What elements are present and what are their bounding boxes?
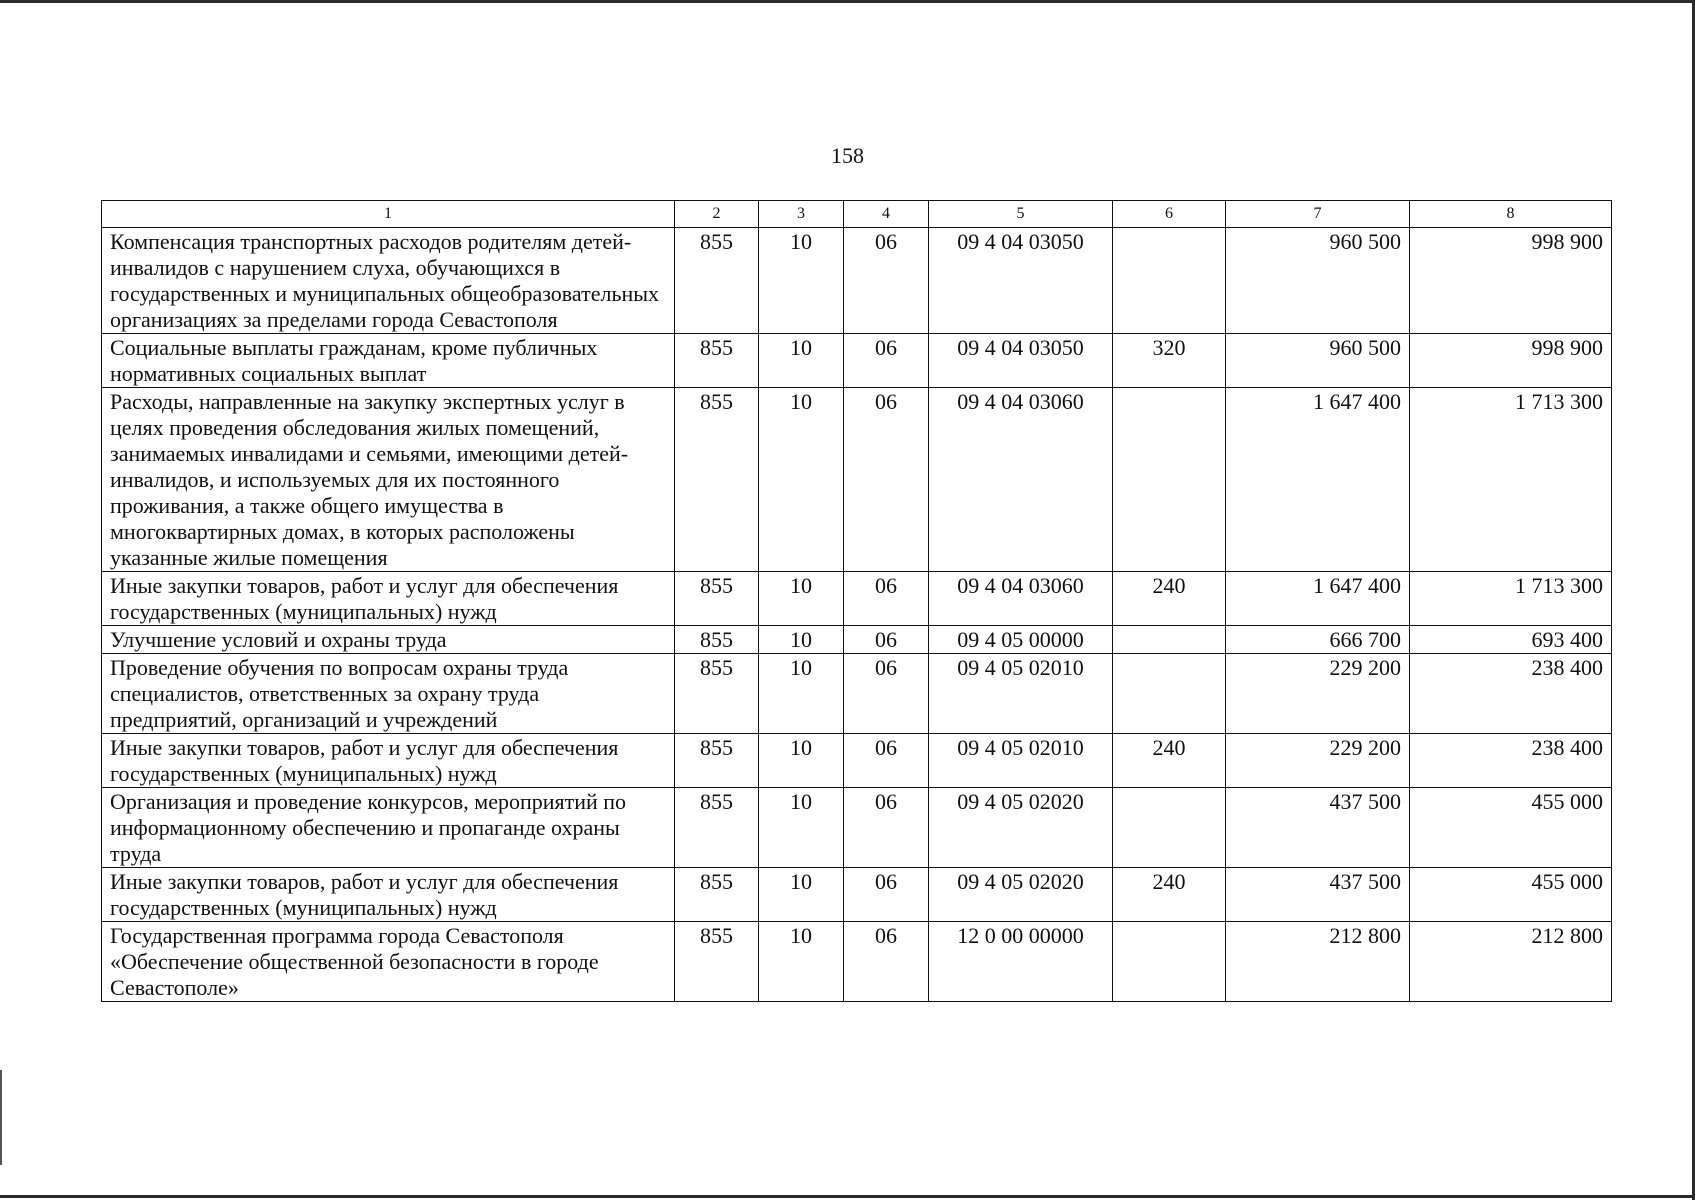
section-code: 10 [759,922,844,1002]
amount-col7: 437 500 [1226,868,1410,922]
table-row [102,654,1612,734]
ministry-code: 855 [675,788,759,868]
section-code: 10 [759,654,844,734]
amount-col7: 1 647 400 [1226,572,1410,626]
ministry-code: 855 [675,922,759,1002]
row-description: Государственная программа города Севастополя «Обеспечение общественной безопасности в городе Севастополе» [102,922,675,1002]
section-code: 10 [759,334,844,388]
section-code: 10 [759,228,844,334]
page-number: 158 [831,143,864,168]
column-header: 1 [102,201,675,228]
target-code: 09 4 05 02020 [929,788,1113,868]
column-header: 2 [675,201,759,228]
ministry-code: 855 [675,734,759,788]
expense-type-code: 240 [1113,572,1226,626]
subsection-code: 06 [844,868,929,922]
amount-col7: 229 200 [1226,734,1410,788]
target-code: 09 4 05 02020 [929,868,1113,922]
table-row [102,734,1612,788]
table-row [102,788,1612,868]
table-row [102,868,1612,922]
row-description: Улучшение условий и охраны труда [102,626,675,654]
section-code: 10 [759,734,844,788]
ministry-code: 855 [675,228,759,334]
section-code: 10 [759,868,844,922]
column-header: 6 [1113,201,1226,228]
subsection-code: 06 [844,334,929,388]
amount-col7: 229 200 [1226,654,1410,734]
expense-type-code [1113,922,1226,1002]
amount-col8: 998 900 [1410,334,1612,388]
amount-col7: 437 500 [1226,788,1410,868]
table-row [102,626,1612,654]
table-row [102,334,1612,388]
amount-col7: 666 700 [1226,626,1410,654]
expense-type-code [1113,788,1226,868]
scan-edge-top [0,0,1695,3]
header-row [102,201,1612,228]
expense-type-code: 240 [1113,734,1226,788]
row-description: Иные закупки товаров, работ и услуг для обеспечения государственных (муниципальных) нужд [102,734,675,788]
row-description: Иные закупки товаров, работ и услуг для обеспечения государственных (муниципальных) нужд [102,572,675,626]
target-code: 12 0 00 00000 [929,922,1113,1002]
target-code: 09 4 05 00000 [929,626,1113,654]
target-code: 09 4 04 03050 [929,228,1113,334]
subsection-code: 06 [844,572,929,626]
column-header: 8 [1410,201,1612,228]
amount-col8: 238 400 [1410,734,1612,788]
column-header: 4 [844,201,929,228]
table-row [102,388,1612,572]
table-row [102,228,1612,334]
budget-table [101,200,1612,1002]
target-code: 09 4 04 03060 [929,388,1113,572]
subsection-code: 06 [844,626,929,654]
subsection-code: 06 [844,734,929,788]
amount-col8: 455 000 [1410,788,1612,868]
section-code: 10 [759,388,844,572]
row-description: Расходы, направленные на закупку экспертных услуг в целях проведения обследования жилых помещений, занимаемых инвалидами и семьями, имеющими детей-инвалидов, и используемых для их постоянного проживания, а также общего имущества в многоквартирных домах, в которых расположены указанные жилые помещения [102,388,675,572]
amount-col8: 455 000 [1410,868,1612,922]
subsection-code: 06 [844,788,929,868]
amount-col8: 212 800 [1410,922,1612,1002]
expense-type-code [1113,388,1226,572]
target-code: 09 4 04 03060 [929,572,1113,626]
amount-col7: 212 800 [1226,922,1410,1002]
target-code: 09 4 04 03050 [929,334,1113,388]
section-code: 10 [759,626,844,654]
column-header: 7 [1226,201,1410,228]
ministry-code: 855 [675,388,759,572]
column-header: 5 [929,201,1113,228]
amount-col8: 998 900 [1410,228,1612,334]
amount-col8: 238 400 [1410,654,1612,734]
ministry-code: 855 [675,626,759,654]
subsection-code: 06 [844,654,929,734]
scan-edge-bottom [0,1195,1695,1198]
subsection-code: 06 [844,228,929,334]
table-row [102,572,1612,626]
expense-type-code [1113,626,1226,654]
row-description: Компенсация транспортных расходов родителям детей-инвалидов с нарушением слуха, обучающихся в государственных и муниципальных общеобразовательных организациях за пределами города Севастополя [102,228,675,334]
amount-col8: 1 713 300 [1410,388,1612,572]
section-code: 10 [759,572,844,626]
expense-type-code: 240 [1113,868,1226,922]
row-description: Иные закупки товаров, работ и услуг для обеспечения государственных (муниципальных) нужд [102,868,675,922]
subsection-code: 06 [844,922,929,1002]
expense-type-code [1113,654,1226,734]
target-code: 09 4 05 02010 [929,734,1113,788]
section-code: 10 [759,788,844,868]
column-header: 3 [759,201,844,228]
amount-col7: 1 647 400 [1226,388,1410,572]
amount-col7: 960 500 [1226,228,1410,334]
expense-type-code [1113,228,1226,334]
ministry-code: 855 [675,868,759,922]
expense-type-code: 320 [1113,334,1226,388]
amount-col8: 1 713 300 [1410,572,1612,626]
scan-edge-left [0,1070,2,1165]
amount-col8: 693 400 [1410,626,1612,654]
ministry-code: 855 [675,572,759,626]
subsection-code: 06 [844,388,929,572]
target-code: 09 4 05 02010 [929,654,1113,734]
row-description: Социальные выплаты гражданам, кроме публичных нормативных социальных выплат [102,334,675,388]
ministry-code: 855 [675,654,759,734]
ministry-code: 855 [675,334,759,388]
table-row [102,922,1612,1002]
row-description: Проведение обучения по вопросам охраны труда специалистов, ответственных за охрану труда предприятий, организаций и учреждений [102,654,675,734]
row-description: Организация и проведение конкурсов, мероприятий по информационному обеспечению и пропаганде охраны труда [102,788,675,868]
amount-col7: 960 500 [1226,334,1410,388]
